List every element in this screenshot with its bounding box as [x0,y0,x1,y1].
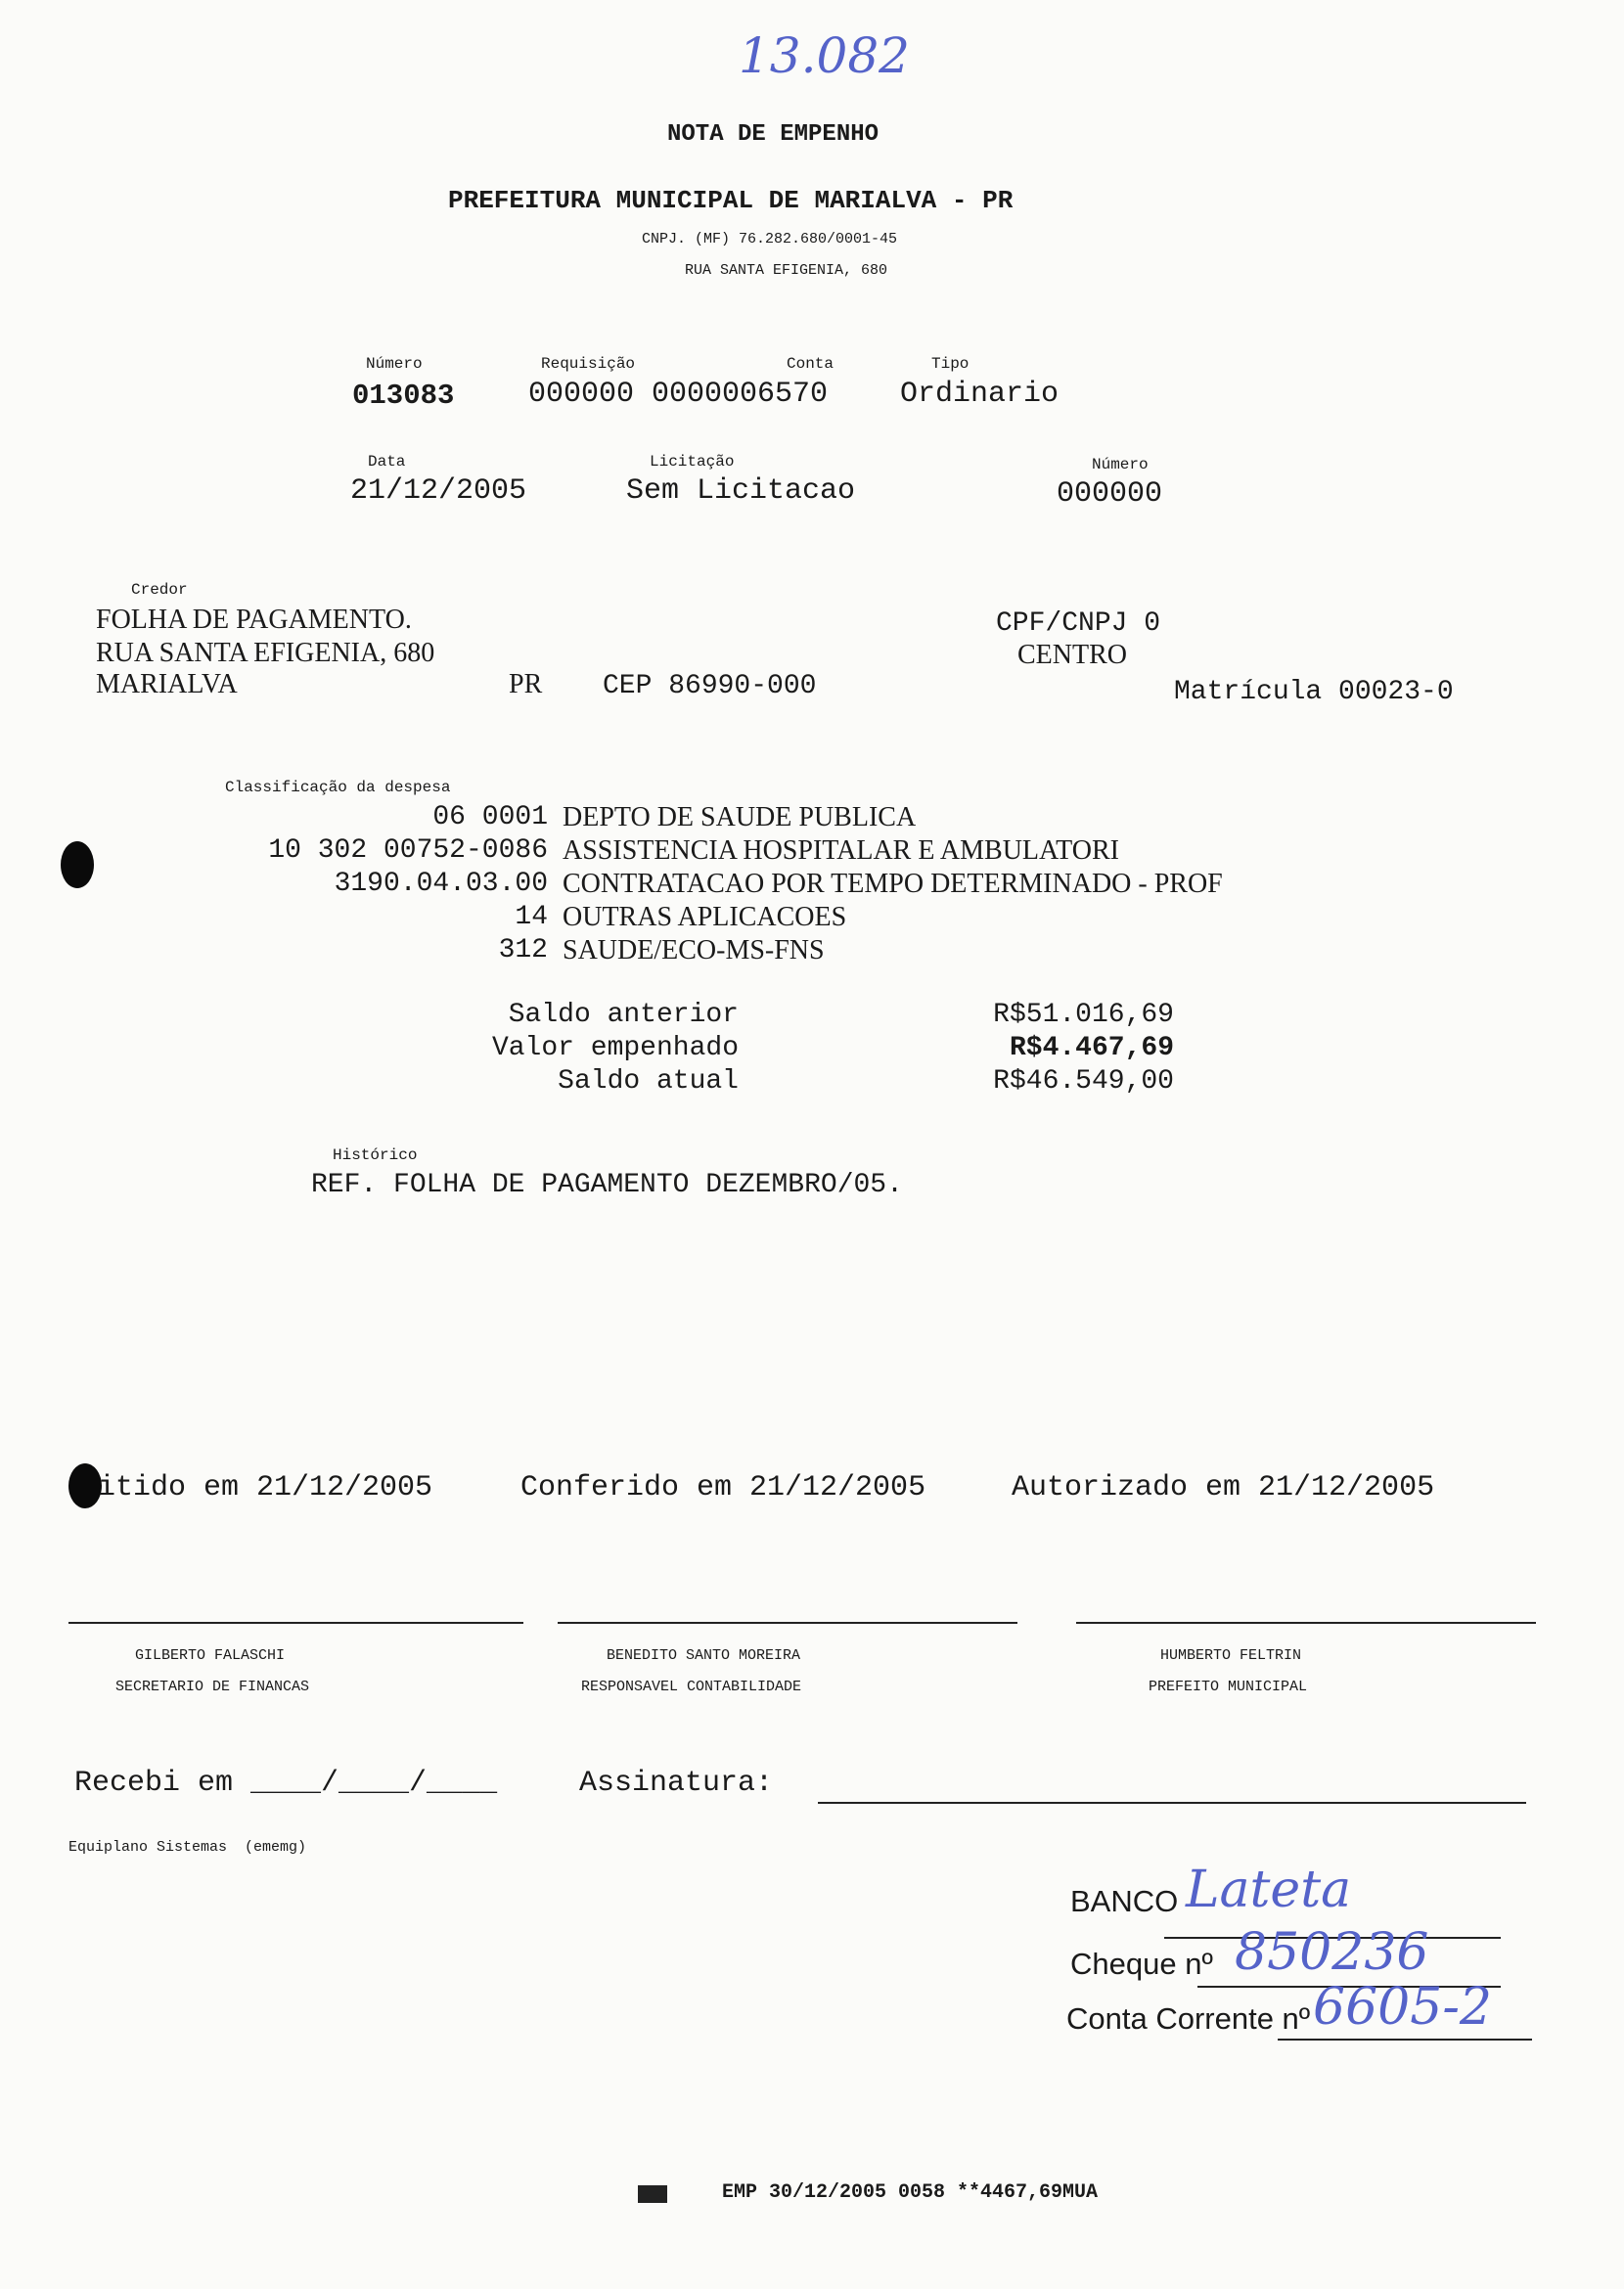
classificacao-code: 3190.04.03.00 [334,869,548,899]
autorizado-em: Autorizado em 21/12/2005 [1012,1471,1435,1504]
assinatura-line [818,1802,1526,1804]
credor-bairro: CENTRO [1017,640,1127,670]
valor-empenhado-value: R$4.467,69 [1009,1033,1174,1063]
classificacao-code: 14 [515,902,548,932]
recebi-em: Recebi em ____/____/____ [74,1767,498,1800]
conta-corrente-label: Conta Corrente nº [1066,2001,1311,2036]
signature-name: BENEDITO SANTO MOREIRA [607,1647,801,1664]
document-title: NOTA DE EMPENHO [667,121,880,148]
punch-hole-mark [61,841,94,888]
punch-hole-mark [68,1463,102,1508]
signature-role: RESPONSAVEL CONTABILIDADE [581,1679,802,1695]
numero-label: Número [366,355,423,373]
signature-line [558,1622,1017,1624]
conta-label: Conta [787,355,835,373]
credor-state: PR [509,669,543,699]
credor-name: FOLHA DE PAGAMENTO. [96,605,412,635]
classificacao-code: 312 [498,935,548,965]
saldo-anterior-label: Saldo anterior [508,1000,739,1030]
numero-value: 013083 [352,380,455,412]
credor-matricula: Matrícula 00023-0 [1174,677,1454,707]
bank-label: BANCO [1070,1884,1179,1918]
historico-label: Histórico [333,1146,418,1164]
classificacao-desc: CONTRATACAO POR TEMPO DETERMINADO - PROF [563,869,1223,899]
signature-line [1076,1622,1536,1624]
credor-cep: CEP 86990-000 [603,671,817,701]
historico-text: REF. FOLHA DE PAGAMENTO DEZEMBRO/05. [311,1170,903,1200]
saldo-atual-value: R$46.549,00 [993,1066,1174,1097]
numero2-value: 000000 [1057,477,1163,511]
signature-role: PREFEITO MUNICIPAL [1149,1679,1308,1695]
cheque-label: Cheque nº [1070,1947,1213,1981]
assinatura-label: Assinatura: [579,1767,774,1800]
requisicao-conta-value: 000000 0000006570 [528,378,829,411]
credor-cpf-cnpj: CPF/CNPJ 0 [996,608,1161,639]
tipo-value: Ordinario [900,378,1060,411]
org-address: RUA SANTA EFIGENIA, 680 [685,262,888,279]
handwritten-number: 13.082 [739,27,910,84]
licitacao-value: Sem Licitacao [626,474,856,508]
emitido-em: itido em 21/12/2005 [98,1471,433,1504]
data-label: Data [368,453,406,471]
numero2-label: Número [1092,456,1149,473]
credor-city: MARIALVA [96,669,238,699]
saldo-atual-label: Saldo atual [558,1066,739,1097]
org-name: PREFEITURA MUNICIPAL DE MARIALVA - PR [448,186,1014,215]
conta-corrente-line [1278,2039,1532,2041]
software-footer: Equiplano Sistemas (ememg) [68,1839,307,1856]
classificacao-desc: ASSISTENCIA HOSPITALAR E AMBULATORI [563,835,1119,866]
conferido-em: Conferido em 21/12/2005 [520,1471,926,1504]
licitacao-label: Licitação [650,453,735,471]
signature-role: SECRETARIO DE FINANCAS [115,1679,310,1695]
bottom-stamp: EMP 30/12/2005 0058 **4467,69MUA [722,2181,1099,2204]
signature-name: GILBERTO FALASCHI [135,1647,286,1664]
bank-stamp-icon [638,2185,667,2203]
signature-name: HUMBERTO FELTRIN [1160,1647,1302,1664]
credor-address: RUA SANTA EFIGENIA, 680 [96,638,435,668]
classificacao-label: Classificação da despesa [225,779,451,796]
cheque-handwritten: 850236 [1235,1923,1429,1982]
classificacao-desc: OUTRAS APLICACOES [563,902,847,932]
classificacao-desc: SAUDE/ECO-MS-FNS [563,935,825,965]
tipo-label: Tipo [931,355,970,373]
bank-handwritten: Lateta [1186,1861,1352,1919]
classificacao-code: 06 0001 [432,802,548,832]
org-cnpj: CNPJ. (MF) 76.282.680/0001-45 [642,231,898,247]
signature-line [68,1622,523,1624]
data-value: 21/12/2005 [350,474,527,508]
classificacao-code: 10 302 00752-0086 [268,835,548,866]
credor-label: Credor [131,581,188,599]
requisicao-label: Requisição [541,355,636,373]
valor-empenhado-label: Valor empenhado [491,1033,739,1063]
conta-corrente-handwritten: 6605-2 [1313,1978,1492,2037]
saldo-anterior-value: R$51.016,69 [993,1000,1174,1030]
classificacao-desc: DEPTO DE SAUDE PUBLICA [563,802,917,832]
